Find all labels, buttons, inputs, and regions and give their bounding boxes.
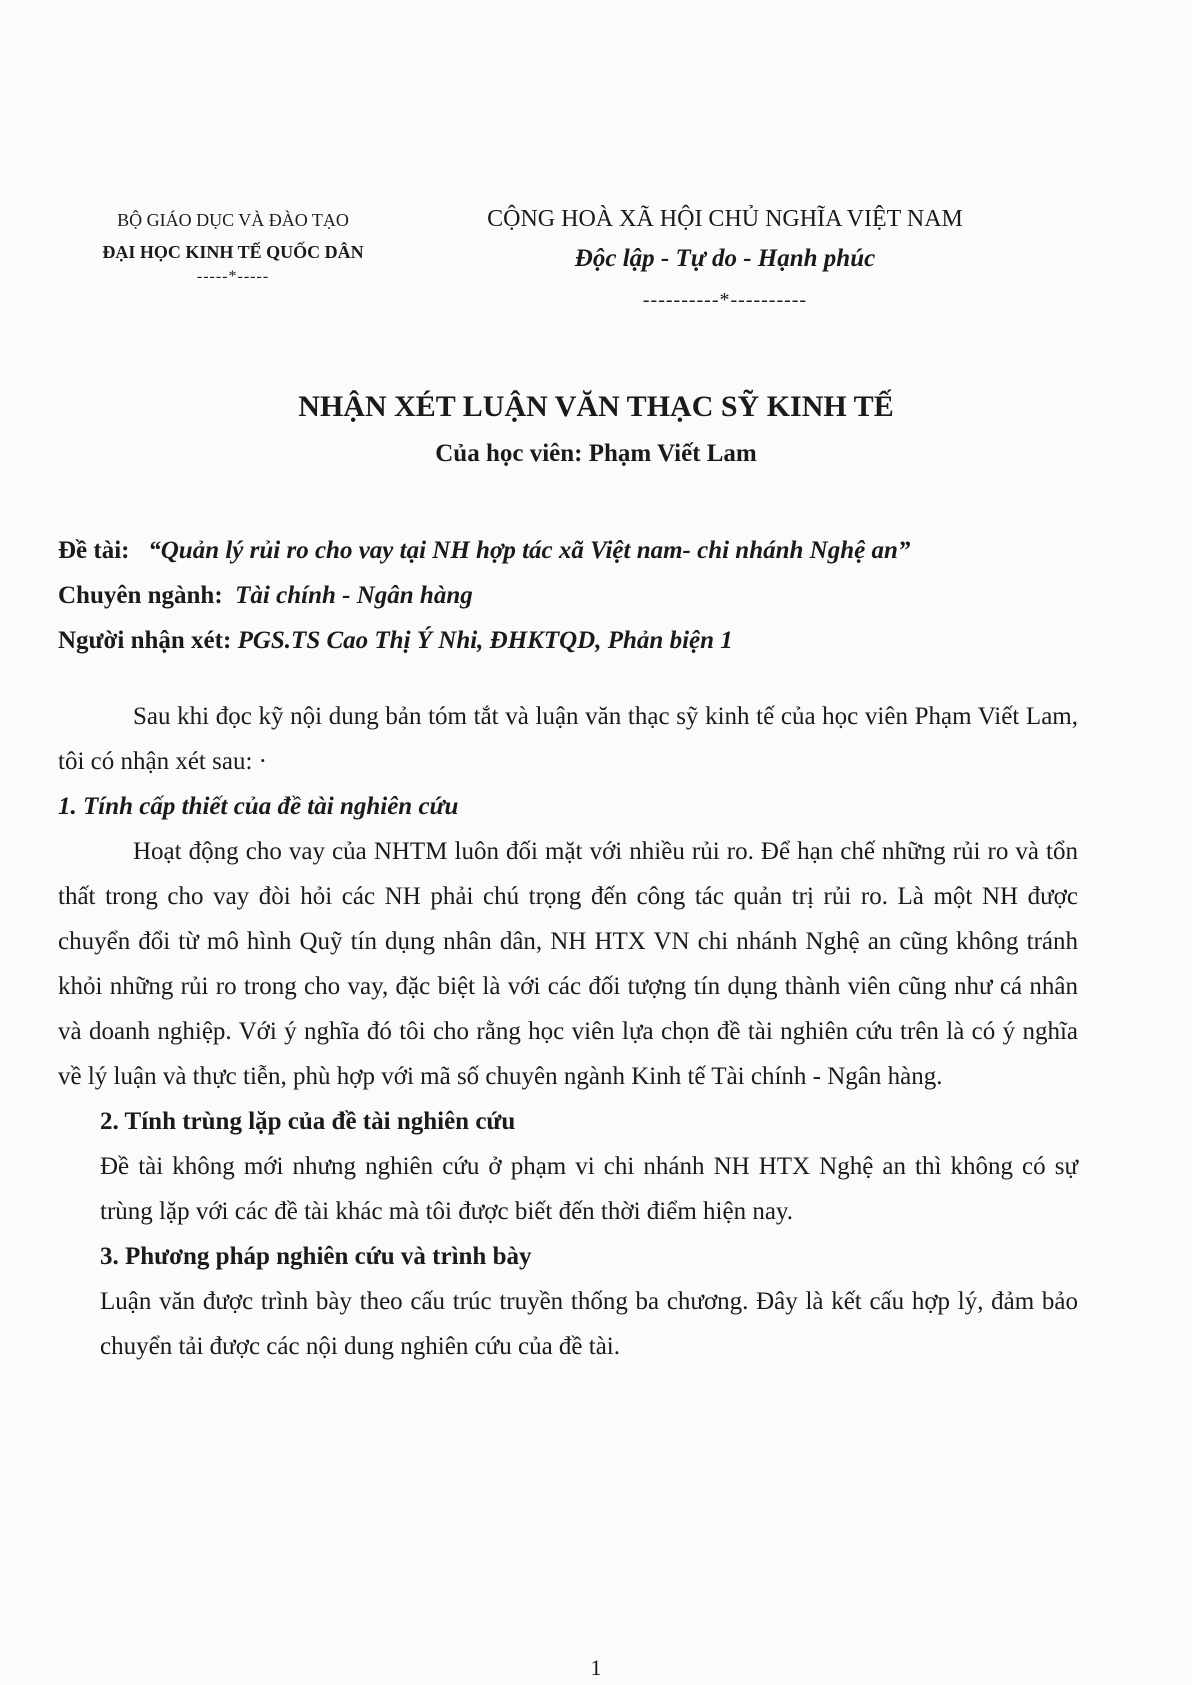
- university-name: ĐẠI HỌC KINH TẾ QUỐC DÂN: [102, 242, 364, 262]
- national-motto: Độc lập - Tự do - Hạnh phúc: [574, 245, 876, 272]
- intro-paragraph: Sau khi đọc kỹ nội dung bản tóm tắt và luận văn thạc sỹ kinh tế của học viên Phạm Viết Lam, tôi có nhận xét sau: ·: [58, 703, 1078, 775]
- ministry-name: BỘ GIÁO DỤC VÀ ĐÀO TẠO: [117, 210, 349, 230]
- major-label: Chuyên ngành:: [58, 582, 223, 609]
- major-value: Tài chính - Ngân hàng: [235, 582, 473, 609]
- section-2-heading: 2. Tính trùng lặp của đề tài nghiên cứu: [100, 1108, 516, 1135]
- document-title: NHẬN XÉT LUẬN VĂN THẠC SỸ KINH TẾ: [298, 390, 894, 423]
- issuer-header: [58, 203, 408, 287]
- section-1-text: Hoạt động cho vay của NHTM luôn đối mặt với nhiều rủi ro. Để hạn chế những rủi ro và tổn thất trong cho vay đòi hỏi các NH phải chú trọng đến công tác quản trị rủi ro. Là một NH được chuyển đổi từ mô hình Quỹ tín dụng nhân dân, NH HTX VN chi nhánh Nghệ an cũng không tránh khỏi những rủi ro trong cho vay, đặc biệt là với các đối tượng tín dụng thành viên cũng như cá nhân và doanh nghiệp. Với ý nghĩa đó tôi cho rằng học viên lựa chọn đề tài nghiên cứu trên là có ý nghĩa về lý luận và thực tiễn, phù hợp với mã số chuyên ngành Kinh tế Tài chính - Ngân hàng.: [58, 838, 1078, 1090]
- document-body: [58, 528, 1078, 1369]
- reviewer-value: PGS.TS Cao Thị Ý Nhi, ĐHKTQD, Phản biện 1: [237, 627, 733, 654]
- topic-label: Đề tài:: [58, 537, 130, 564]
- section-3-heading: 3. Phương pháp nghiên cứu và trình bày: [100, 1243, 532, 1270]
- section-1-heading: 1. Tính cấp thiết của đề tài nghiên cứu: [58, 793, 459, 820]
- reviewer-label: Người nhận xét:: [58, 627, 232, 654]
- topic-value: “Quản lý rủi ro cho vay tại NH hợp tác xã Việt nam- chi nhánh Nghệ an”: [148, 537, 911, 564]
- national-divider: ----------*----------: [642, 289, 808, 311]
- section-3-text: Luận văn được trình bày theo cấu trúc truyền thống ba chương. Đây là kết cấu hợp lý, đảm bảo chuyển tải được các nội dung nghiên cứu của đề tài.: [100, 1288, 1078, 1360]
- reviewer-line: [58, 618, 1078, 663]
- nation-name: CỘNG HOÀ XÃ HỘI CHỦ NGHĨA VIỆT NAM: [487, 206, 963, 232]
- topic-line: [58, 528, 1078, 573]
- page-number: 1: [590, 1655, 602, 1680]
- document-subtitle: Của học viên: Phạm Viết Lam: [435, 440, 757, 467]
- section-2-text: Đề tài không mới nhưng nghiên cứu ở phạm vi chi nhánh NH HTX Nghệ an thì không có sự trùng lặp với các đề tài khác mà tôi được biết đến thời điểm hiện nay.: [100, 1153, 1078, 1225]
- issuer-divider: -----*-----: [196, 268, 270, 285]
- national-header: [445, 199, 1005, 321]
- major-line: [58, 573, 1078, 618]
